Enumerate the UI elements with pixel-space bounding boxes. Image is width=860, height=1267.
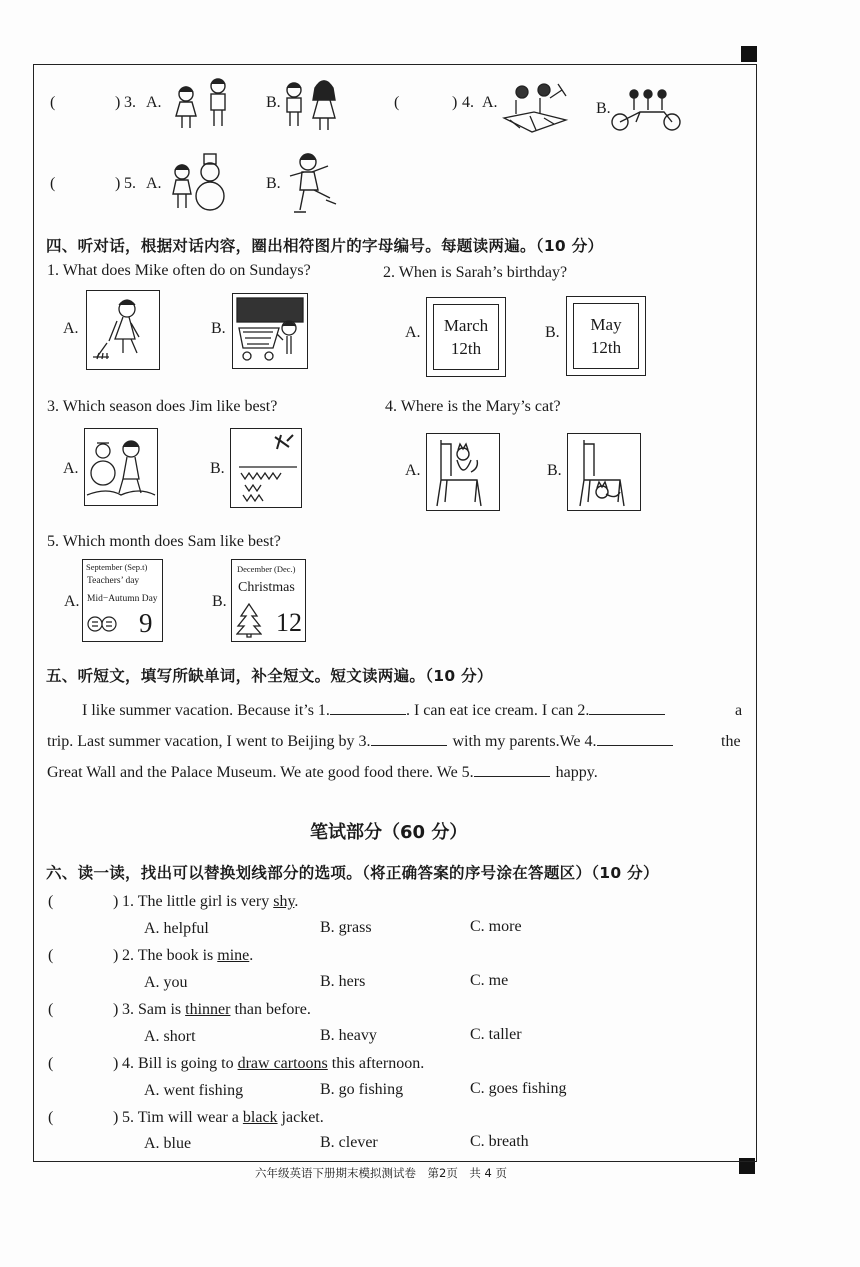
question-number: 4. [462,94,474,111]
underlined-word: black [242,1109,278,1126]
winter-picture[interactable] [84,428,158,506]
question-text: 3. Sam is [122,1001,182,1018]
option-a-label: A. [146,175,162,192]
snowman-illustration [166,152,230,216]
question-text: 1. What does Mike often do on Sundays? [47,262,311,279]
option-b[interactable]: B. hers [320,973,366,990]
date-month: March [443,316,489,335]
mooncake-icon [87,612,117,634]
option-b-label[interactable]: B. [545,324,560,341]
question-text: jacket. [281,1109,324,1126]
option-b[interactable]: B. heavy [320,1027,377,1044]
written-part-title: 笔试部分（60 分） [310,822,468,843]
mc-question [122,893,298,911]
passage-line-3 [47,764,598,782]
answer-paren-open[interactable]: ( [48,893,54,910]
option-a[interactable]: A. went fishing [144,1082,244,1099]
question-number: 5. [124,175,136,192]
option-c[interactable]: C. me [470,972,509,989]
picnic-illustration [500,80,570,136]
answer-paren-open[interactable]: ( [48,1055,54,1072]
blank-5[interactable] [474,776,550,777]
question-text: 2. The book is [122,947,214,964]
question-text: than before. [234,1001,311,1018]
blank-4[interactable] [597,745,673,746]
christmas-tree-icon [236,602,262,638]
card-line: December (Dec.) [237,564,296,574]
option-a-label[interactable]: A. [63,460,79,477]
page-footer: 六年级英语下册期末模拟测试卷 第2页 共 4 页 [255,1166,507,1180]
option-c[interactable]: C. goes fishing [470,1080,567,1097]
answer-paren-close: ) [115,94,121,111]
question-text: 3. Which season does Jim like best? [47,398,278,415]
answer-paren-open[interactable]: ( [50,175,56,192]
mc-question [122,1001,311,1019]
underlined-word: mine [217,947,250,964]
card-line: Christmas [238,580,295,595]
option-b-label[interactable]: B. [210,460,225,477]
card-line: September (Sep.t) [86,562,148,572]
blank-3[interactable] [371,745,447,746]
sweeping-picture[interactable] [86,290,160,370]
answer-paren-close: ) [452,94,458,111]
passage-line-2 [47,733,673,751]
date-month: May [590,315,622,334]
section-5-heading: 五、听短文，填写所缺单词，补全短文。短文读两遍。（10 分） [46,667,493,685]
option-a-label[interactable]: A. [405,462,421,479]
option-a-label[interactable]: A. [64,593,80,610]
underlined-word: draw cartoons [237,1055,328,1072]
passage-text: I like summer vacation. Because it’s 1. [82,702,330,719]
date-day: 12th [450,339,482,358]
section-4-heading: 四、听对话，根据对话内容，圈出相符图片的字母编号。每题读两遍。（10 分） [46,237,604,255]
answer-paren-close: ) [113,1055,119,1072]
option-b-label[interactable]: B. [212,593,227,610]
passage-text: trip. Last summer vacation, I went to Beijing by 3. [47,733,371,750]
question-number: 3. [124,94,136,111]
answer-paren-open[interactable]: ( [394,94,400,111]
cycling-illustration [610,86,684,134]
corner-marker-top [741,46,757,62]
option-a-label: A. [482,94,498,111]
passage-text: . I can eat ice cream. I can 2. [405,702,590,719]
mc-question [122,1109,324,1127]
underlined-word: thinner [185,1001,231,1018]
question-text: . [249,947,254,964]
answer-paren-close: ) [113,893,119,910]
question-text: 1. The little girl is very [122,893,270,910]
option-b[interactable]: B. grass [320,919,372,936]
answer-paren-open[interactable]: ( [48,1109,54,1126]
passage-text: Great Wall and the Palace Museum. We ate good food there. We 5. [47,764,474,781]
option-b-label: B. [596,100,611,117]
kids-illustration [280,76,342,136]
option-a[interactable]: A. short [144,1028,196,1045]
underlined-word: shy [273,893,295,910]
card-line: Teachers’ day [87,576,140,586]
question-text: . [294,893,299,910]
option-b-label[interactable]: B. [211,320,226,337]
question-text: this afternoon. [331,1055,425,1072]
blank-1[interactable] [330,714,406,715]
answer-paren-close: ) [115,175,121,192]
autumn-picture[interactable] [230,428,302,508]
mc-question [122,947,253,965]
option-a-label[interactable]: A. [405,324,421,341]
option-b-label: B. [266,94,281,111]
passage-line-end: the [721,733,741,750]
passage-text: happy. [555,764,598,781]
calendar-card-september[interactable] [82,559,163,642]
cat-on-chair-picture[interactable] [426,433,500,511]
option-c[interactable]: C. taller [470,1026,522,1043]
date-day: 12th [590,338,622,357]
answer-paren-close: ) [113,1001,119,1018]
option-b-label[interactable]: B. [547,462,562,479]
skating-illustration [284,150,340,218]
answer-paren-close: ) [113,1109,119,1126]
answer-paren-close: ) [113,947,119,964]
card-number: 12 [276,608,302,637]
card-line: Mid−Autumn Day [87,594,158,604]
option-a-label: A. [146,94,162,111]
option-a[interactable]: A. you [144,974,188,991]
question-text: 5. Tim will wear a [122,1109,239,1126]
option-b[interactable]: B. go fishing [320,1081,404,1098]
passage-text: with my parents.We 4. [452,733,597,750]
option-a[interactable]: A. helpful [144,920,209,937]
card-number: 9 [139,608,153,638]
calendar-card-december[interactable] [231,559,306,642]
mc-question [122,1055,424,1073]
option-b[interactable]: B. clever [320,1134,378,1151]
question-text: 4. Where is the Mary’s cat? [385,398,561,415]
answer-paren-open[interactable]: ( [48,1001,54,1018]
section-6-heading: 六、读一读，找出可以替换划线部分的选项。（将正确答案的序号涂在答题区）（10 分） [46,864,659,882]
date-card-march[interactable] [426,297,506,377]
passage-line-1 [82,702,665,720]
option-b-label: B. [266,175,281,192]
answer-paren-open[interactable]: ( [48,947,54,964]
answer-paren-open[interactable]: ( [50,94,56,111]
cat-under-chair-picture[interactable] [567,433,641,511]
blank-2[interactable] [589,714,665,715]
option-c[interactable]: C. more [470,918,522,935]
question-text: 5. Which month does Sam like best? [47,533,281,550]
shopping-picture[interactable] [232,293,308,369]
date-card-may[interactable] [566,296,646,376]
kids-illustration [166,76,238,136]
question-text: 4. Bill is going to [122,1055,234,1072]
option-a[interactable]: A. blue [144,1135,192,1152]
option-c[interactable]: C. breath [470,1133,529,1150]
option-a-label[interactable]: A. [63,320,79,337]
passage-line-end: a [735,702,743,719]
question-text: 2. When is Sarah’s birthday? [383,264,568,281]
